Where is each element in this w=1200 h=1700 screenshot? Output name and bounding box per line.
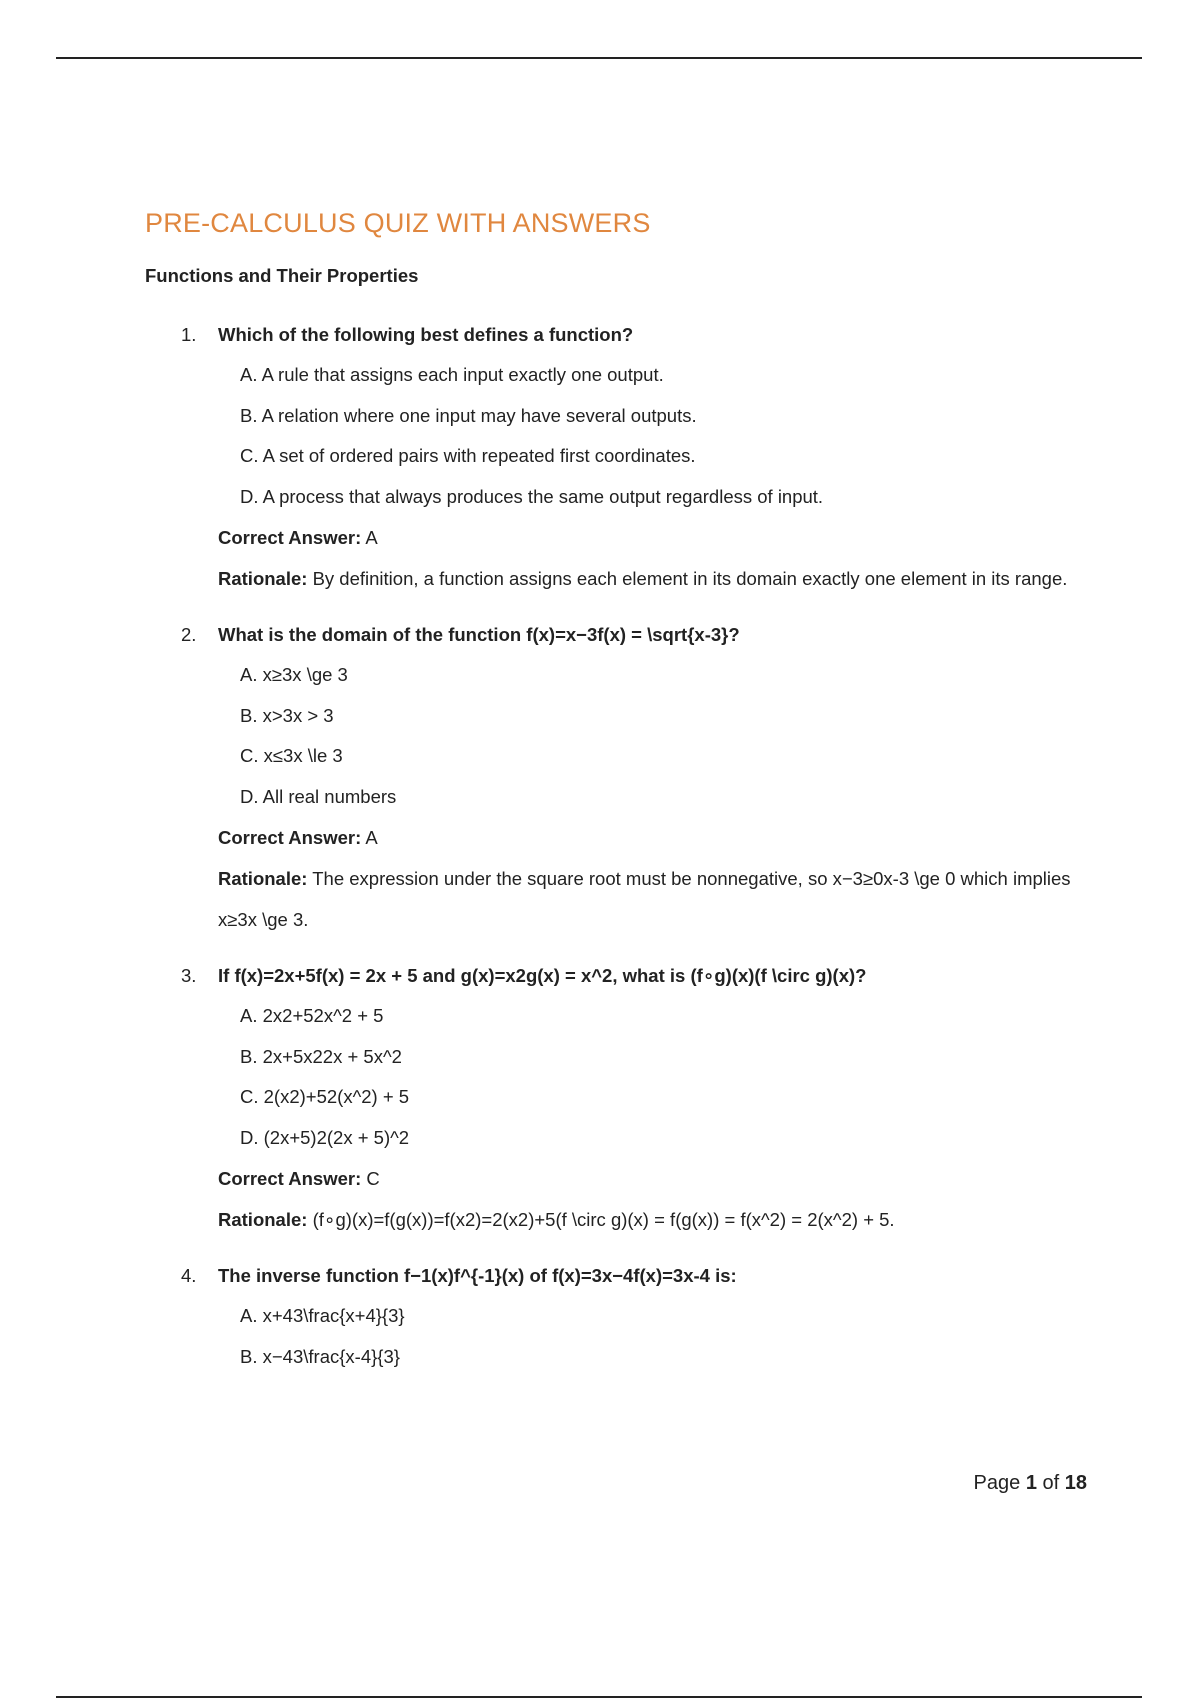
option-d: D. A process that always produces the same output regardless of input. <box>240 485 824 507</box>
rationale-label: Rationale: <box>218 568 308 589</box>
option-c: C. 2(x2)+52(x^2) + 5 <box>240 1086 410 1107</box>
option-a: A. A rule that assigns each input exactly one output. <box>240 364 664 385</box>
answer-options <box>240 655 1085 817</box>
answer-options <box>240 355 1085 517</box>
rationale-text: The expression under the square root must be nonnegative, so x−3≥0x-3 \ge 0 which implies x≥3x \ge 3. <box>218 868 1071 930</box>
question-number: 1. <box>181 324 197 345</box>
correct-answer-label: Correct Answer: <box>218 527 362 548</box>
answer-options <box>240 1296 1085 1377</box>
correct-answer <box>218 517 1085 558</box>
footer-rule <box>56 1696 1142 1698</box>
rationale-label: Rationale: <box>218 868 308 889</box>
document-title: PRE-CALCULUS QUIZ WITH ANSWERS <box>145 208 651 238</box>
correct-answer <box>218 817 1085 858</box>
question-4 <box>145 1256 1085 1377</box>
question-text: The inverse function f−1(x)f^{-1}(x) of f(x)=3x−4f(x)=3x-4 is: <box>218 1265 737 1286</box>
rationale-label: Rationale: <box>218 1209 308 1230</box>
correct-answer-label: Correct Answer: <box>218 827 362 848</box>
question-number: 3. <box>181 965 197 986</box>
page-number <box>974 1466 1087 1500</box>
rationale-text: By definition, a function assigns each element in its domain exactly one element in its range. <box>312 568 1068 589</box>
option-b: B. x>3x > 3 <box>240 704 334 726</box>
rationale <box>218 858 1085 940</box>
question-text: Which of the following best defines a function? <box>218 324 634 345</box>
rationale <box>218 1199 1085 1240</box>
option-a: A. x≥3x \ge 3 <box>240 664 348 685</box>
question-2 <box>145 615 1085 940</box>
correct-answer <box>218 1158 1085 1199</box>
option-c: C. A set of ordered pairs with repeated first coordinates. <box>240 445 696 466</box>
section-heading: Functions and Their Properties <box>145 265 419 286</box>
question-3 <box>145 956 1085 1240</box>
header-rule <box>56 57 1142 59</box>
option-a: A. 2x2+52x^2 + 5 <box>240 1005 384 1026</box>
question-number: 4. <box>181 1265 197 1286</box>
correct-answer-value: C <box>366 1168 380 1189</box>
question-text: If f(x)=2x+5f(x) = 2x + 5 and g(x)=x2g(x) = x^2, what is (f∘g)(x)(f \circ g)(x)? <box>218 965 867 986</box>
option-c: C. x≤3x \le 3 <box>240 745 343 766</box>
option-d: D. All real numbers <box>240 785 397 807</box>
correct-answer-value: A <box>365 527 378 548</box>
answer-options <box>240 996 1085 1158</box>
question-1 <box>145 315 1085 599</box>
option-b: B. x−43\frac{x-4}{3} <box>240 1345 400 1367</box>
of-word: of <box>1042 1472 1060 1494</box>
option-a: A. x+43\frac{x+4}{3} <box>240 1305 405 1326</box>
document-body <box>145 196 1085 1377</box>
current-page: 1 <box>1025 1472 1037 1494</box>
correct-answer-label: Correct Answer: <box>218 1168 362 1189</box>
option-d: D. (2x+5)2(2x + 5)^2 <box>240 1126 410 1148</box>
rationale-text: (f∘g)(x)=f(g(x))=f(x2)=2(x2)+5(f \circ g)(x) = f(g(x)) = f(x^2) = 2(x^2) + 5. <box>312 1209 895 1230</box>
option-b: B. 2x+5x22x + 5x^2 <box>240 1045 402 1067</box>
total-pages: 18 <box>1064 1472 1087 1494</box>
correct-answer-value: A <box>365 827 378 848</box>
question-number: 2. <box>181 624 197 645</box>
option-b: B. A relation where one input may have several outputs. <box>240 404 697 426</box>
page-word: Page <box>973 1472 1021 1494</box>
question-text: What is the domain of the function f(x)=x−3f(x) = \sqrt{x-3}? <box>218 624 740 645</box>
rationale <box>218 558 1085 599</box>
